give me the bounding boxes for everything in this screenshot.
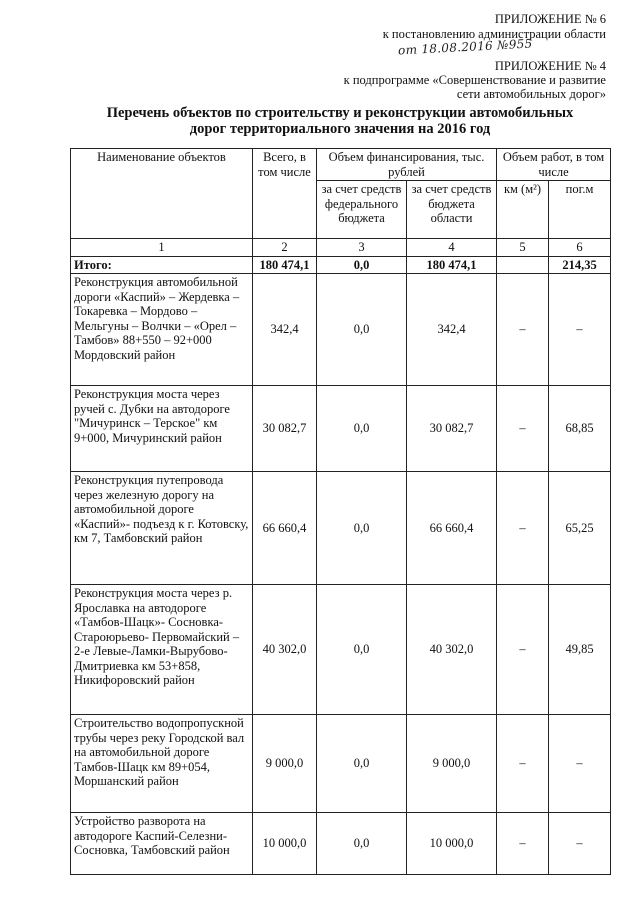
object-name: Строительство водопропускной трубы через реку Городской вал на автомобильной дороге Тамбов-Шацк км 89+054, Моршанский район — [71, 715, 253, 813]
document-title-line1: Перечень объектов по строительству и реконструкции автомобильных — [106, 105, 574, 121]
column-number: 3 — [317, 239, 407, 257]
header-federal: за счет средств федерального бюджета — [317, 181, 407, 239]
object-total: 30 082,7 — [253, 386, 317, 472]
appendix-4-heading: ПРИЛОЖЕНИЕ № 4 — [494, 59, 606, 73]
subprogram-reference-line2: сети автомобильных дорог» — [456, 87, 606, 101]
subprogram-reference-line1: к подпрограмме «Совершенствование и развитие — [343, 73, 606, 87]
column-number: 5 — [497, 239, 549, 257]
resolution-reference: к постановлению администрации области — [382, 27, 606, 41]
column-number: 1 — [71, 239, 253, 257]
total-km — [497, 256, 549, 274]
header-total: Всего, в том числе — [253, 149, 317, 239]
table-row — [71, 715, 611, 813]
header-linear-m: пог.м — [549, 181, 611, 239]
object-linear-m: 68,85 — [549, 386, 611, 472]
table-row — [71, 472, 611, 585]
object-regional: 30 082,7 — [407, 386, 497, 472]
object-linear-m: – — [549, 813, 611, 875]
appendix-6-heading: ПРИЛОЖЕНИЕ № 6 — [494, 12, 606, 26]
object-federal: 0,0 — [317, 386, 407, 472]
object-name: Реконструкция путепровода через железную дорогу на автомобильной дороге «Каспий»- подъезд к г. Котовску, км 7, Тамбовский район — [71, 472, 253, 585]
object-total: 66 660,4 — [253, 472, 317, 585]
object-regional: 40 302,0 — [407, 585, 497, 715]
total-label: Итого: — [71, 256, 253, 274]
object-km: – — [497, 472, 549, 585]
object-federal: 0,0 — [317, 472, 407, 585]
object-federal: 0,0 — [317, 274, 407, 386]
total-sum: 180 474,1 — [253, 256, 317, 274]
object-km: – — [497, 386, 549, 472]
object-linear-m: 49,85 — [549, 585, 611, 715]
column-number: 6 — [549, 239, 611, 257]
total-linear-m: 214,35 — [549, 256, 611, 274]
object-name: Реконструкция моста через ручей с. Дубки на автодороге "Мичуринск – Терское" км 9+000, Мичуринский район — [71, 386, 253, 472]
objects-table — [70, 148, 611, 875]
object-total: 40 302,0 — [253, 585, 317, 715]
object-regional: 342,4 — [407, 274, 497, 386]
object-total: 10 000,0 — [253, 813, 317, 875]
header-work-volume: Объем работ, в том числе — [497, 149, 611, 181]
object-name: Реконструкция автомобильной дороги «Каспий» – Жердевка – Токаревка – Мордово – Мельгуны – Волчки – «Орел – Тамбов» 88+550 – 92+000 Мордовский район — [71, 274, 253, 386]
object-km: – — [497, 585, 549, 715]
object-km: – — [497, 274, 549, 386]
object-total: 342,4 — [253, 274, 317, 386]
total-federal: 0,0 — [317, 256, 407, 274]
object-regional: 10 000,0 — [407, 813, 497, 875]
column-number: 2 — [253, 239, 317, 257]
object-linear-m: 65,25 — [549, 472, 611, 585]
table-row — [71, 274, 611, 386]
column-numbers-row — [71, 239, 611, 257]
total-row — [71, 256, 611, 274]
object-federal: 0,0 — [317, 715, 407, 813]
table-row — [71, 585, 611, 715]
table-row — [71, 813, 611, 875]
column-number: 4 — [407, 239, 497, 257]
header-km: км (м²) — [497, 181, 549, 239]
document-title — [70, 105, 610, 137]
object-federal: 0,0 — [317, 813, 407, 875]
header-name: Наименование объектов — [71, 149, 253, 239]
object-federal: 0,0 — [317, 585, 407, 715]
total-regional: 180 474,1 — [407, 256, 497, 274]
document-title-line2: дорог территориального значения на 2016 год — [189, 121, 491, 137]
object-regional: 9 000,0 — [407, 715, 497, 813]
handwritten-date-number: от 18.08.2016 №955 — [397, 36, 533, 58]
object-name: Устройство разворота на автодороге Каспий-Селезни-Сосновка, Тамбовский район — [71, 813, 253, 875]
object-total: 9 000,0 — [253, 715, 317, 813]
object-km: – — [497, 813, 549, 875]
object-name: Реконструкция моста через р. Ярославка на автодороге «Тамбов-Шацк»- Сосновка-Староюрьево- Первомайский – 2-е Левые-Ламки-Вырубово- Дмитриевка км 53+858, Никифоровский район — [71, 585, 253, 715]
object-km: – — [497, 715, 549, 813]
header-financing: Объем финансирования, тыс. рублей — [317, 149, 497, 181]
object-linear-m: – — [549, 715, 611, 813]
table-row — [71, 386, 611, 472]
object-linear-m: – — [549, 274, 611, 386]
object-regional: 66 660,4 — [407, 472, 497, 585]
header-regional: за счет средств бюджета области — [407, 181, 497, 239]
